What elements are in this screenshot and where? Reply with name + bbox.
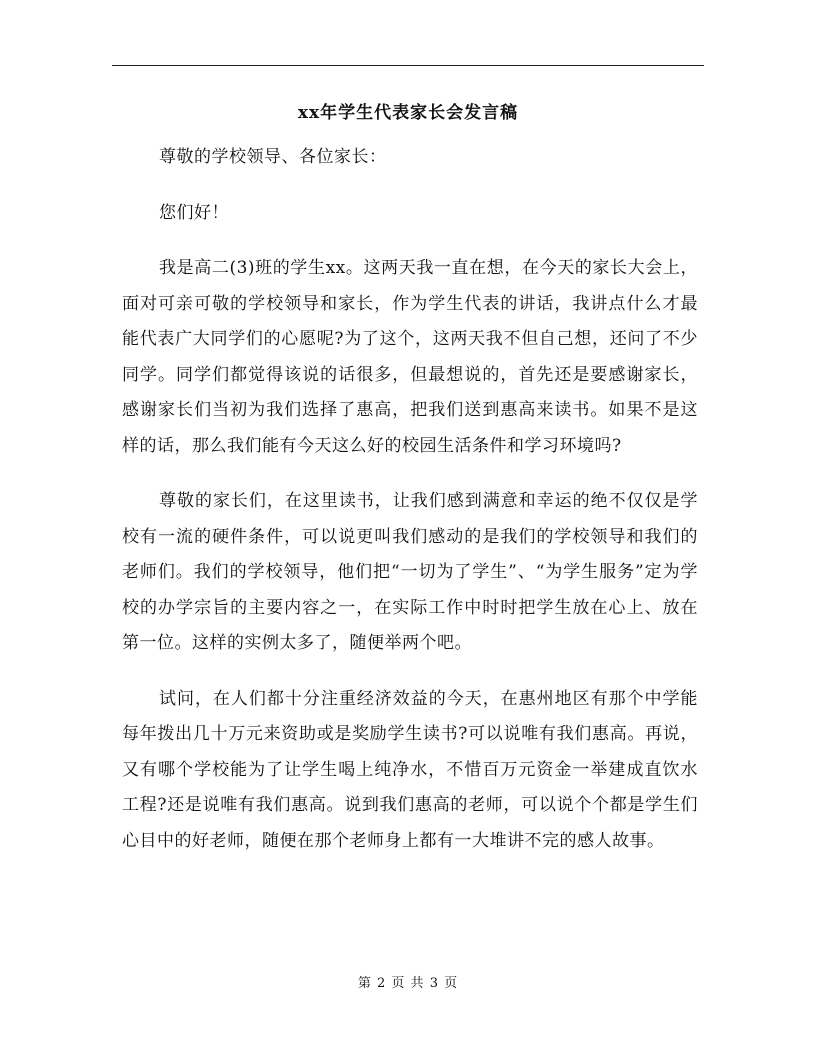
page-number-footer: 第 2 页 共 3 页: [357, 976, 459, 991]
body-paragraph-3: 试问，在人们都十分注重经济效益的今天，在惠州地区有那个中学能每年拨出几十万元来资助或是奖励学生读书?可以说唯有我们惠高。再说，又有哪个学校能为了让学生喝上纯净水，不惜百万元资金一举建成直饮水工程?还是说唯有我们惠高。说到我们惠高的老师，可以说个个都是学生们心目中的好老师，随便在那个老师身上都有一大堆讲不完的感人故事。: [122, 688, 698, 851]
salutation-paragraph: 尊敬的学校领导、各位家长：: [159, 147, 387, 167]
document-title: xx年学生代表家长会发言稿: [297, 103, 519, 123]
body-paragraph-2: 尊敬的家长们，在这里读书，让我们感到满意和幸运的绝不仅仅是学校有一流的硬件条件，可以说更叫我们感动的是我们的学校领导和我们的老师们。我们的学校领导，他们把“一切为了学生”、“为学生服务”定为学校的办学宗旨的主要内容之一，在实际工作中时时把学生放在心上、放在第一位。这样的实例太多了，随便举两个吧。: [122, 491, 698, 653]
document-body: [122, 140, 698, 879]
body-paragraph-1: 我是高二(3)班的学生xx。这两天我一直在想，在今天的家长大会上，面对可亲可敬的学校领导和家长，作为学生代表的讲话，我讲点什么才最能代表广大同学们的心愿呢?为了这个，这两天我不但自己想，还问了不少同学。同学们都觉得该说的话很多，但最想说的，首先还是要感谢家长，感谢家长们当初为我们选择了惠高，把我们送到惠高来读书。如果不是这样的话，那么我们能有今天这么好的校园生活条件和学习环境吗?: [122, 258, 698, 456]
greeting-paragraph: 您们好！: [159, 202, 229, 223]
header-rule: [112, 65, 704, 66]
